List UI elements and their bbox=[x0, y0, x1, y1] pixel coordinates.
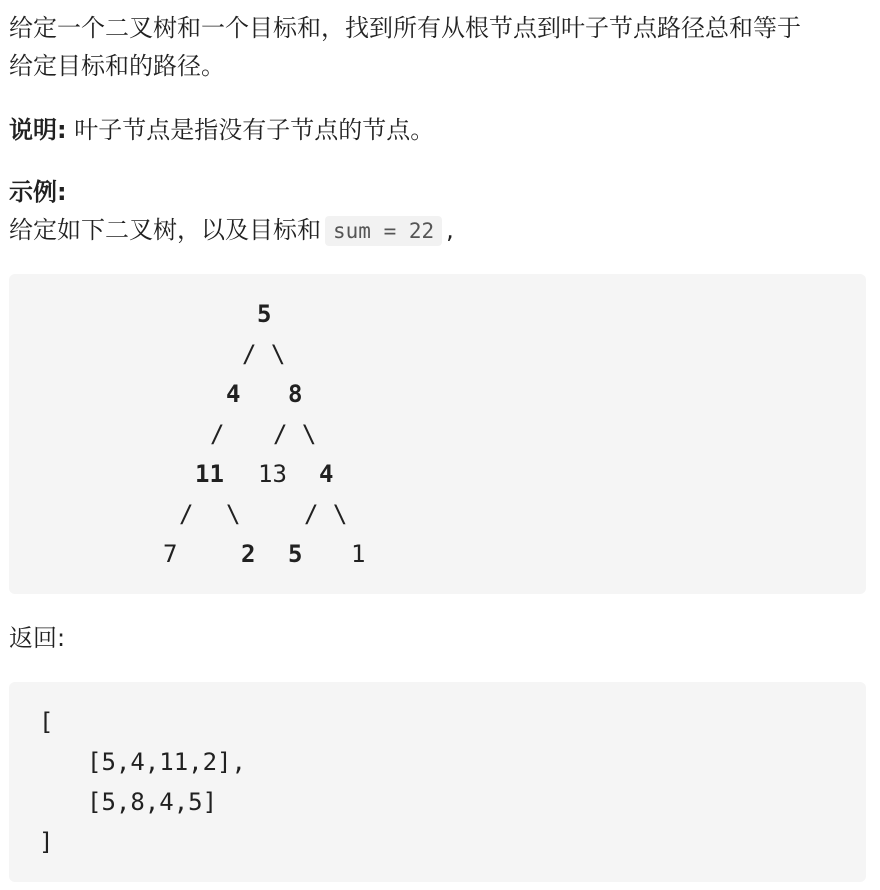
example-end: , bbox=[446, 216, 454, 244]
tree-code-block bbox=[9, 274, 866, 594]
sum-code: sum = 22 bbox=[325, 216, 442, 246]
tree-node-13: 13 bbox=[258, 460, 287, 488]
tree-edges-level1: / \ bbox=[242, 340, 286, 368]
result-open-bracket: [ bbox=[39, 708, 54, 736]
result-path-1: [5,4,11,2], bbox=[87, 748, 246, 776]
result-close-bracket: ] bbox=[39, 828, 54, 856]
tree-edge-11-left: / bbox=[179, 500, 194, 528]
tree-edges-right: / \ bbox=[273, 420, 317, 448]
result-code-block bbox=[9, 682, 866, 882]
note-text: 叶子节点是指没有子节点的节点。 bbox=[66, 116, 435, 144]
tree-edge-11-right: \ bbox=[226, 500, 241, 528]
tree-node-1: 1 bbox=[351, 540, 366, 568]
example-line bbox=[9, 210, 454, 251]
example-text: 给定如下二叉树，以及目标和 bbox=[9, 216, 321, 244]
return-label: 返回: bbox=[9, 624, 66, 652]
tree-node-7: 7 bbox=[163, 540, 178, 568]
tree-node-4b: 4 bbox=[319, 460, 334, 488]
intro-line-1: 给定一个二叉树和一个目标和，找到所有从根节点到叶子节点路径总和等于 bbox=[9, 14, 801, 42]
tree-node-4: 4 bbox=[226, 380, 241, 408]
tree-node-5: 5 bbox=[257, 300, 272, 328]
tree-edge-left: / bbox=[210, 420, 225, 448]
tree-node-8: 8 bbox=[288, 380, 303, 408]
note-label: 说明: bbox=[9, 116, 67, 144]
example-label: 示例: bbox=[9, 178, 67, 206]
result-path-2: [5,8,4,5] bbox=[87, 788, 218, 816]
note-line bbox=[9, 110, 434, 150]
intro-line-2: 给定目标和的路径。 bbox=[9, 52, 225, 80]
tree-edges-4b: / \ bbox=[304, 500, 348, 528]
tree-node-11: 11 bbox=[195, 460, 224, 488]
tree-node-5b: 5 bbox=[288, 540, 303, 568]
tree-node-2: 2 bbox=[241, 540, 256, 568]
